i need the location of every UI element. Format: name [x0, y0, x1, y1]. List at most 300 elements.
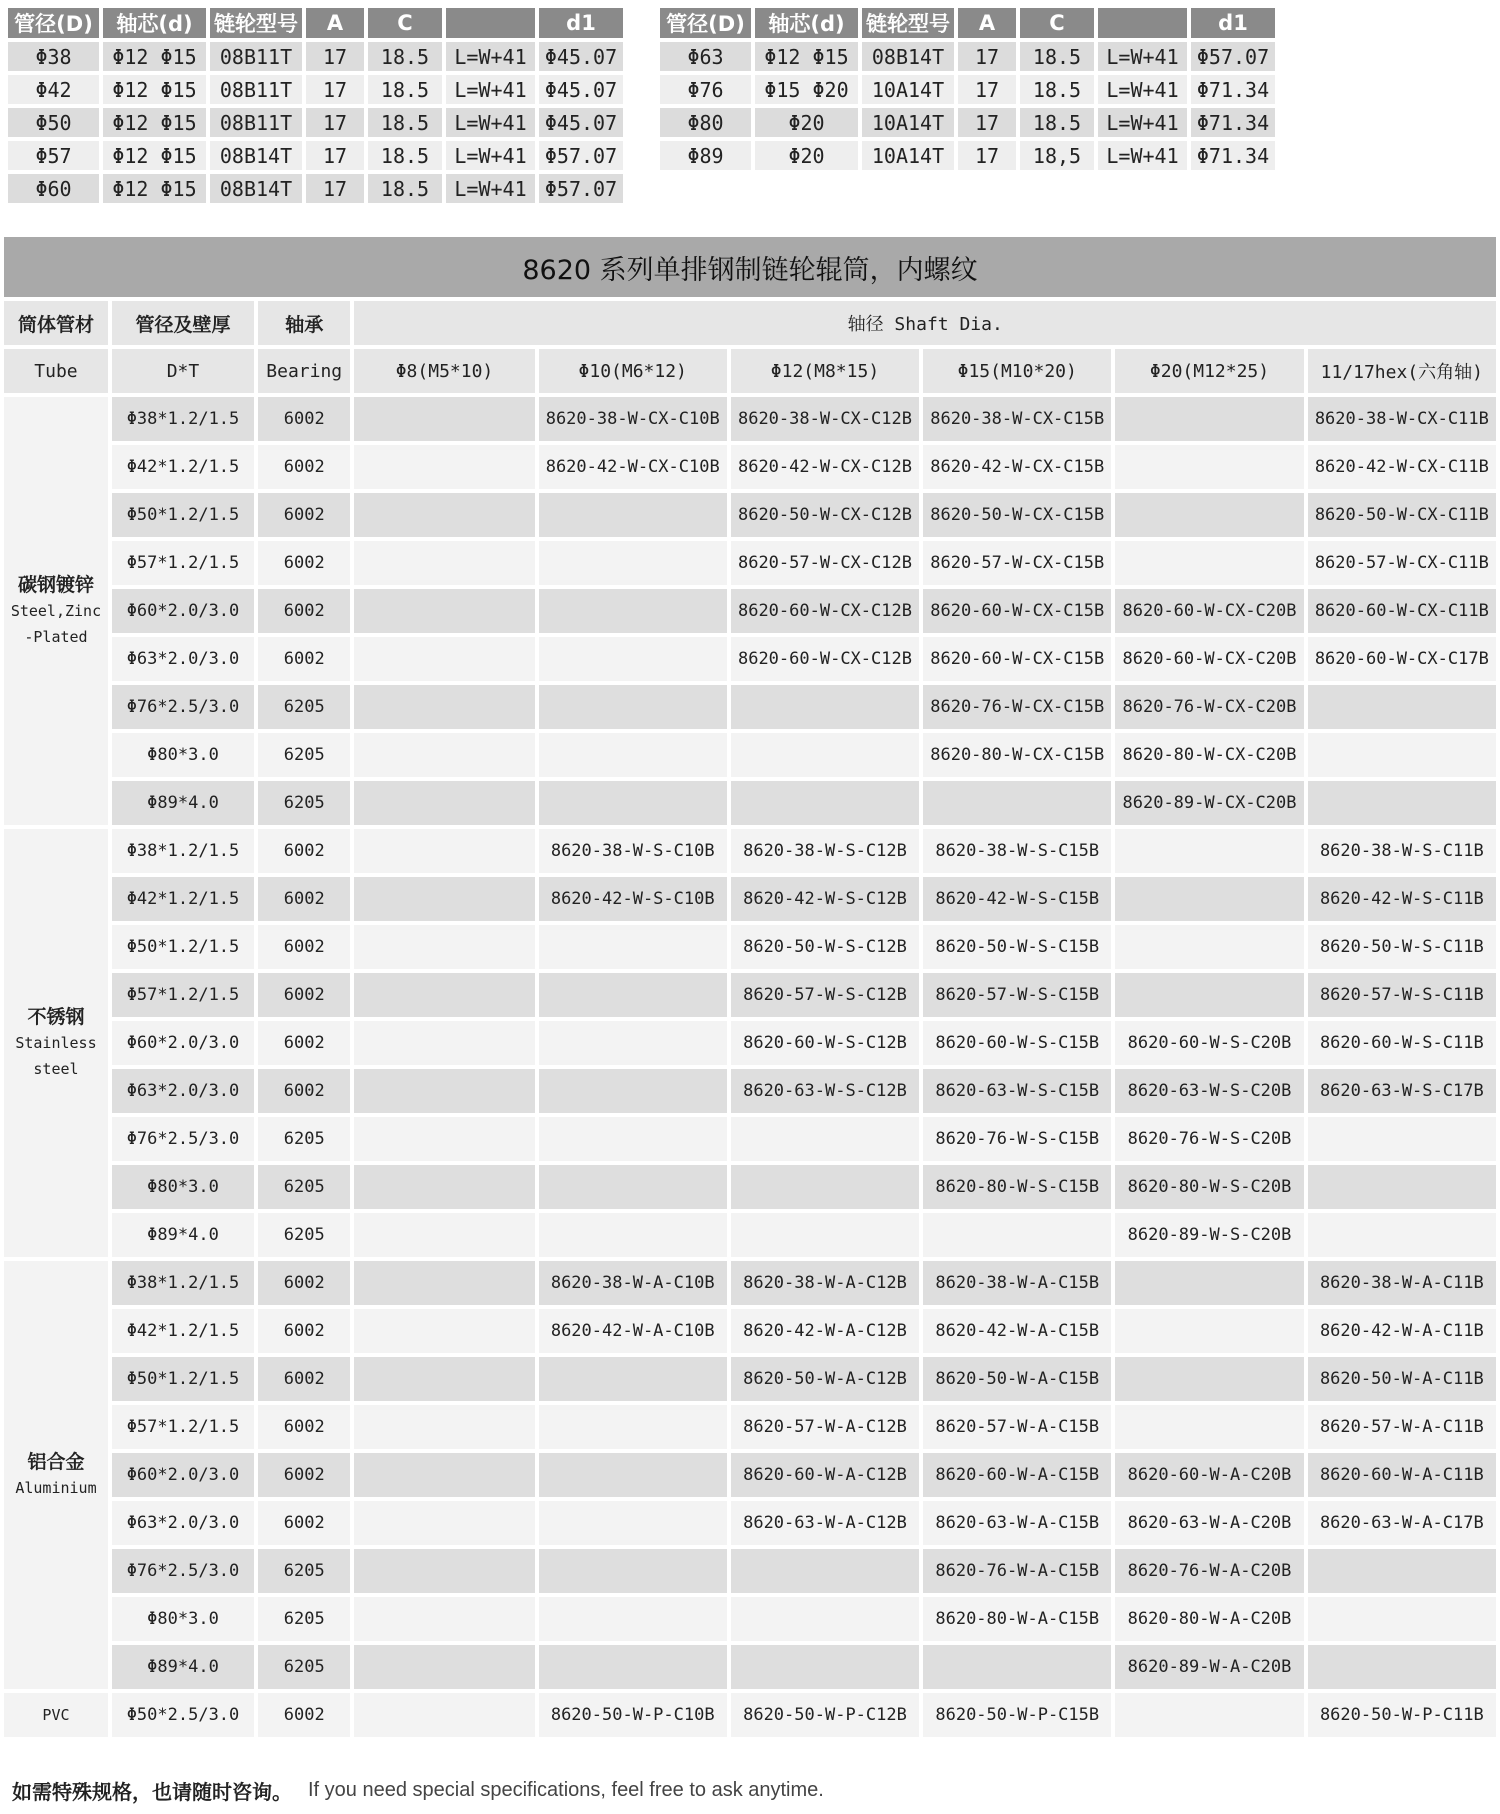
model-code-cell: 8620-80-W-CX-C20B [1115, 733, 1303, 777]
top-header-cell: C [368, 8, 442, 38]
model-code-cell: 8620-89-W-A-C20B [1115, 1645, 1303, 1689]
bearing-cell: 6002 [258, 397, 350, 441]
model-code-cell: 8620-57-W-A-C12B [731, 1405, 919, 1449]
model-code-cell [731, 685, 919, 729]
model-code-cell [354, 1645, 534, 1689]
model-code-cell: 8620-38-W-S-C15B [923, 829, 1111, 873]
top-table-cell: Φ80 [660, 108, 751, 137]
bearing-cell: 6002 [258, 1405, 350, 1449]
top-table-cell: 08B14T [862, 42, 954, 71]
top-table-cell: Φ20 [755, 108, 858, 137]
model-code-cell [731, 1597, 919, 1641]
model-code-cell [539, 925, 727, 969]
model-code-cell [1308, 781, 1496, 825]
bearing-cell: 6205 [258, 733, 350, 777]
model-code-cell: 8620-57-W-CX-C12B [731, 541, 919, 585]
model-code-cell [1308, 1549, 1496, 1593]
table-row [4, 1549, 1496, 1593]
model-code-cell: 8620-42-W-A-C12B [731, 1309, 919, 1353]
table-row [4, 493, 1496, 537]
model-code-cell: 8620-42-W-A-C10B [539, 1309, 727, 1353]
material-name-zh: 碳钢镀锌 [17, 574, 94, 596]
top-header-cell: d1 [1191, 8, 1275, 38]
top-table-cell: 17 [958, 141, 1016, 170]
model-code-cell [354, 925, 534, 969]
bearing-cell: 6205 [258, 781, 350, 825]
model-code-cell [1308, 733, 1496, 777]
model-code-cell: 8620-38-W-A-C10B [539, 1261, 727, 1305]
header-material: 筒体管材 [4, 301, 108, 345]
bearing-cell: 6205 [258, 1117, 350, 1161]
model-code-cell [354, 1453, 534, 1497]
header-dxt: D*T [112, 349, 254, 393]
top-header-cell: 轴芯(d) [103, 8, 206, 38]
page-title: 8620 系列单排钢制链轮辊筒，内螺纹 [4, 237, 1496, 297]
top-table-cell: 18.5 [368, 174, 442, 203]
top-table-cell: Φ63 [660, 42, 751, 71]
bearing-cell: 6002 [258, 1069, 350, 1113]
model-code-cell: 8620-57-W-CX-C11B [1308, 541, 1496, 585]
model-code-cell [539, 1453, 727, 1497]
model-code-cell: 8620-60-W-CX-C15B [923, 589, 1111, 633]
header-shaft-size: Φ10(M6*12) [539, 349, 727, 393]
top-table-cell: 18.5 [368, 42, 442, 71]
dt-cell: Φ50*1.2/1.5 [112, 925, 254, 969]
dt-cell: Φ42*1.2/1.5 [112, 877, 254, 921]
top-table-cell: L=W+41 [1098, 108, 1187, 137]
top-table-cell: L=W+41 [446, 141, 535, 170]
model-code-cell [1115, 1261, 1303, 1305]
top-header-cell: 管径(D) [660, 8, 751, 38]
model-code-cell: 8620-57-W-S-C15B [923, 973, 1111, 1017]
dt-cell: Φ63*2.0/3.0 [112, 1501, 254, 1545]
bearing-cell: 6205 [258, 1213, 350, 1257]
top-left-table [4, 4, 627, 207]
model-code-cell: 8620-42-W-S-C12B [731, 877, 919, 921]
dt-cell: Φ60*2.0/3.0 [112, 589, 254, 633]
dt-cell: Φ80*3.0 [112, 733, 254, 777]
model-code-cell: 8620-60-W-S-C15B [923, 1021, 1111, 1065]
model-code-cell: 8620-42-W-CX-C11B [1308, 445, 1496, 489]
bearing-cell: 6205 [258, 1549, 350, 1593]
dt-cell: Φ38*1.2/1.5 [112, 397, 254, 441]
top-table-cell: 18.5 [368, 75, 442, 104]
model-code-cell: 8620-76-W-CX-C15B [923, 685, 1111, 729]
model-code-cell [539, 1549, 727, 1593]
top-table-row [8, 108, 623, 137]
model-code-cell: 8620-50-W-P-C12B [731, 1693, 919, 1737]
table-row [4, 1117, 1496, 1161]
model-code-cell: 8620-50-W-S-C15B [923, 925, 1111, 969]
top-header-row [660, 8, 1275, 38]
model-code-cell [539, 637, 727, 681]
table-row [4, 637, 1496, 681]
material-cell [4, 397, 108, 825]
bearing-cell: 6205 [258, 1645, 350, 1689]
model-code-cell [923, 1645, 1111, 1689]
model-code-cell: 8620-38-W-CX-C10B [539, 397, 727, 441]
model-code-cell [539, 1069, 727, 1113]
model-code-cell: 8620-42-W-A-C11B [1308, 1309, 1496, 1353]
model-code-cell [354, 781, 534, 825]
top-table-cell: Φ20 [755, 141, 858, 170]
material-name-en: Steel,Zinc [10, 602, 102, 620]
model-code-cell [354, 1309, 534, 1353]
top-table-cell: 08B11T [210, 75, 302, 104]
table-row [4, 1453, 1496, 1497]
top-table-cell: Φ57.07 [539, 141, 623, 170]
model-code-cell: 8620-60-W-CX-C20B [1115, 637, 1303, 681]
top-table-cell: Φ12 Φ15 [755, 42, 858, 71]
bearing-cell: 6002 [258, 1309, 350, 1353]
bearing-cell: 6002 [258, 1021, 350, 1065]
table-row [4, 829, 1496, 873]
model-code-cell [354, 493, 534, 537]
top-table-cell: 10A14T [862, 75, 954, 104]
header-shaft-size: Φ8(M5*10) [354, 349, 534, 393]
top-table-cell: Φ12 Φ15 [103, 141, 206, 170]
model-code-cell: 8620-60-W-A-C20B [1115, 1453, 1303, 1497]
model-code-cell: 8620-50-W-CX-C11B [1308, 493, 1496, 537]
top-table-cell: Φ12 Φ15 [103, 75, 206, 104]
header-shaft-size: Φ15(M10*20) [923, 349, 1111, 393]
model-code-cell: 8620-60-W-S-C12B [731, 1021, 919, 1065]
top-header-cell: 链轮型号 [210, 8, 302, 38]
top-table-cell: 17 [958, 75, 1016, 104]
top-table-cell: 10A14T [862, 141, 954, 170]
dt-cell: Φ50*1.2/1.5 [112, 1357, 254, 1401]
material-name-en-2: steel [33, 1060, 79, 1078]
top-table-cell: 18.5 [1020, 42, 1094, 71]
table-row [4, 781, 1496, 825]
model-code-cell: 8620-80-W-S-C20B [1115, 1165, 1303, 1209]
header-shaft-dia: 轴径 Shaft Dia. [354, 301, 1496, 345]
footer-note-zh: 如需特殊规格，也请随时咨询。 [12, 1779, 292, 1804]
bearing-cell: 6205 [258, 685, 350, 729]
material-cell [4, 1261, 108, 1689]
model-code-cell [354, 1117, 534, 1161]
top-table-row [660, 108, 1275, 137]
model-code-cell [539, 589, 727, 633]
material-name-zh: 不锈钢 [27, 1006, 85, 1028]
top-spec-tables [4, 4, 1496, 224]
top-table-cell: Φ60 [8, 174, 99, 203]
model-code-cell: 8620-38-W-S-C12B [731, 829, 919, 873]
table-row [4, 589, 1496, 633]
top-header-cell: 轴芯(d) [755, 8, 858, 38]
model-code-cell: 8620-42-W-CX-C15B [923, 445, 1111, 489]
model-code-cell [539, 1117, 727, 1161]
table-row [4, 541, 1496, 585]
dt-cell: Φ50*1.2/1.5 [112, 493, 254, 537]
model-code-cell [731, 733, 919, 777]
model-code-cell [354, 733, 534, 777]
model-code-cell [731, 1645, 919, 1689]
model-code-cell [1115, 445, 1303, 489]
dt-cell: Φ89*4.0 [112, 1213, 254, 1257]
model-code-cell [923, 781, 1111, 825]
top-table-cell: 17 [306, 174, 364, 203]
model-code-cell [1308, 1597, 1496, 1641]
model-code-cell: 8620-57-W-A-C11B [1308, 1405, 1496, 1449]
top-table-cell: Φ42 [8, 75, 99, 104]
top-header-cell: 管径(D) [8, 8, 99, 38]
dt-cell: Φ38*1.2/1.5 [112, 829, 254, 873]
table-row [4, 1501, 1496, 1545]
model-code-cell [539, 781, 727, 825]
model-code-cell [1308, 1117, 1496, 1161]
model-code-cell [1115, 397, 1303, 441]
bearing-cell: 6002 [258, 877, 350, 921]
model-code-cell [354, 685, 534, 729]
dt-cell: Φ63*2.0/3.0 [112, 637, 254, 681]
model-code-cell: 8620-63-W-S-C17B [1308, 1069, 1496, 1113]
model-code-cell: 8620-80-W-CX-C15B [923, 733, 1111, 777]
top-header-cell [1098, 8, 1187, 38]
table-row [4, 445, 1496, 489]
top-table-cell: Φ76 [660, 75, 751, 104]
top-table-cell: 18,5 [1020, 141, 1094, 170]
model-code-cell: 8620-80-W-S-C15B [923, 1165, 1111, 1209]
model-code-cell: 8620-42-W-A-C15B [923, 1309, 1111, 1353]
table-row [4, 1213, 1496, 1257]
model-code-cell: 8620-38-W-CX-C12B [731, 397, 919, 441]
table-row [4, 1261, 1496, 1305]
dt-cell: Φ76*2.5/3.0 [112, 1549, 254, 1593]
model-code-cell: 8620-50-W-A-C15B [923, 1357, 1111, 1401]
model-code-cell: 8620-57-W-S-C12B [731, 973, 919, 1017]
top-table-cell: Φ57.07 [1191, 42, 1275, 71]
model-code-cell: 8620-38-W-A-C11B [1308, 1261, 1496, 1305]
model-code-cell [539, 541, 727, 585]
model-code-cell: 8620-63-W-A-C17B [1308, 1501, 1496, 1545]
top-header-cell: C [1020, 8, 1094, 38]
bearing-cell: 6002 [258, 445, 350, 489]
model-code-cell [1308, 1213, 1496, 1257]
top-table-cell: 17 [958, 42, 1016, 71]
header-bearing: 轴承 [258, 301, 350, 345]
model-code-cell: 8620-60-W-CX-C20B [1115, 589, 1303, 633]
model-code-cell [731, 1165, 919, 1209]
model-code-cell [1115, 877, 1303, 921]
model-code-cell [539, 973, 727, 1017]
main-header-row-2 [4, 349, 1496, 393]
model-code-cell: 8620-42-W-S-C10B [539, 877, 727, 921]
top-table-row [8, 141, 623, 170]
model-code-cell [354, 541, 534, 585]
model-code-cell [1115, 1693, 1303, 1737]
model-code-cell [1115, 541, 1303, 585]
top-table-cell: 17 [306, 108, 364, 137]
sprocket-roller-table [0, 297, 1500, 1741]
model-code-cell [539, 1165, 727, 1209]
model-code-cell [539, 493, 727, 537]
model-code-cell [354, 973, 534, 1017]
top-table-cell: 08B14T [210, 174, 302, 203]
top-table-cell: Φ12 Φ15 [103, 42, 206, 71]
model-code-cell [539, 1357, 727, 1401]
material-name-en: PVC [42, 1706, 70, 1724]
material-name-en: Stainless [15, 1034, 97, 1052]
model-code-cell: 8620-38-W-A-C12B [731, 1261, 919, 1305]
bearing-cell: 6002 [258, 1453, 350, 1497]
dt-cell: Φ42*1.2/1.5 [112, 1309, 254, 1353]
table-row [4, 1165, 1496, 1209]
bearing-cell: 6002 [258, 1261, 350, 1305]
table-row [4, 1309, 1496, 1353]
model-code-cell [354, 829, 534, 873]
top-table-cell: Φ12 Φ15 [103, 174, 206, 203]
top-header-cell: d1 [539, 8, 623, 38]
model-code-cell: 8620-38-W-S-C11B [1308, 829, 1496, 873]
model-code-cell: 8620-63-W-S-C20B [1115, 1069, 1303, 1113]
material-cell [4, 1693, 108, 1737]
model-code-cell: 8620-42-W-CX-C10B [539, 445, 727, 489]
model-code-cell: 8620-50-W-A-C11B [1308, 1357, 1496, 1401]
model-code-cell: 8620-50-W-S-C11B [1308, 925, 1496, 969]
model-code-cell: 8620-60-W-CX-C12B [731, 637, 919, 681]
footer-note-en: If you need special specifications, feel free to ask anytime. [308, 1778, 824, 1801]
model-code-cell: 8620-63-W-S-C12B [731, 1069, 919, 1113]
model-code-cell: 8620-63-W-S-C15B [923, 1069, 1111, 1113]
top-table-cell: 08B11T [210, 42, 302, 71]
model-code-cell [1115, 493, 1303, 537]
model-code-cell: 8620-50-W-S-C12B [731, 925, 919, 969]
top-table-cell: Φ57.07 [539, 174, 623, 203]
model-code-cell: 8620-50-W-P-C11B [1308, 1693, 1496, 1737]
model-code-cell: 8620-38-W-A-C15B [923, 1261, 1111, 1305]
top-table-cell: Φ12 Φ15 [103, 108, 206, 137]
model-code-cell [1308, 1645, 1496, 1689]
dt-cell: Φ38*1.2/1.5 [112, 1261, 254, 1305]
table-row [4, 877, 1496, 921]
top-table-cell: 17 [958, 108, 1016, 137]
table-row [4, 1405, 1496, 1449]
table-row [4, 1357, 1496, 1401]
model-code-cell: 8620-76-W-S-C15B [923, 1117, 1111, 1161]
top-table-cell: Φ45.07 [539, 42, 623, 71]
model-code-cell [539, 1213, 727, 1257]
model-code-cell: 8620-50-W-P-C10B [539, 1693, 727, 1737]
model-code-cell: 8620-50-W-CX-C12B [731, 493, 919, 537]
dt-cell: Φ42*1.2/1.5 [112, 445, 254, 489]
top-table-cell: L=W+41 [446, 42, 535, 71]
top-table-cell: L=W+41 [446, 75, 535, 104]
material-name-en: Aluminium [15, 1479, 97, 1497]
model-code-cell: 8620-42-W-S-C11B [1308, 877, 1496, 921]
model-code-cell [731, 781, 919, 825]
model-code-cell [731, 1117, 919, 1161]
dt-cell: Φ57*1.2/1.5 [112, 1405, 254, 1449]
model-code-cell [1115, 973, 1303, 1017]
main-header-row-1 [4, 301, 1496, 345]
top-table-cell: Φ50 [8, 108, 99, 137]
top-table-cell: 18.5 [368, 141, 442, 170]
top-table-row [660, 75, 1275, 104]
model-code-cell [354, 1501, 534, 1545]
dt-cell: Φ80*3.0 [112, 1597, 254, 1641]
top-table-cell: 10A14T [862, 108, 954, 137]
top-table-cell: 17 [306, 141, 364, 170]
model-code-cell [354, 1165, 534, 1209]
model-code-cell: 8620-42-W-S-C15B [923, 877, 1111, 921]
model-code-cell: 8620-63-W-A-C20B [1115, 1501, 1303, 1545]
dt-cell: Φ80*3.0 [112, 1165, 254, 1209]
material-name-en-2: -Plated [24, 628, 88, 646]
model-code-cell: 8620-63-W-A-C12B [731, 1501, 919, 1545]
model-code-cell [1308, 685, 1496, 729]
header-shaft-size: 11/17hex(六角轴) [1308, 349, 1496, 393]
top-table-cell: 18.5 [1020, 75, 1094, 104]
model-code-cell [539, 1405, 727, 1449]
model-code-cell: 8620-89-W-CX-C20B [1115, 781, 1303, 825]
model-code-cell [731, 1213, 919, 1257]
model-code-cell: 8620-89-W-S-C20B [1115, 1213, 1303, 1257]
bearing-cell: 6002 [258, 1357, 350, 1401]
header-bearing-en: Bearing [258, 349, 350, 393]
top-table-cell: L=W+41 [446, 108, 535, 137]
model-code-cell [354, 1069, 534, 1113]
dt-cell: Φ63*2.0/3.0 [112, 1069, 254, 1113]
model-code-cell: 8620-60-W-CX-C12B [731, 589, 919, 633]
table-row [4, 1693, 1496, 1737]
dt-cell: Φ89*4.0 [112, 1645, 254, 1689]
dt-cell: Φ60*2.0/3.0 [112, 1021, 254, 1065]
model-code-cell: 8620-60-W-A-C15B [923, 1453, 1111, 1497]
top-header-cell: A [306, 8, 364, 38]
model-code-cell: 8620-63-W-A-C15B [923, 1501, 1111, 1545]
top-table-cell: Φ89 [660, 141, 751, 170]
model-code-cell: 8620-38-W-CX-C15B [923, 397, 1111, 441]
model-code-cell [1115, 925, 1303, 969]
model-code-cell: 8620-80-W-A-C20B [1115, 1597, 1303, 1641]
top-table-cell: Φ71.34 [1191, 141, 1275, 170]
top-table-cell: Φ57 [8, 141, 99, 170]
top-table-cell: Φ15 Φ20 [755, 75, 858, 104]
top-table-cell: 18.5 [368, 108, 442, 137]
model-code-cell [539, 1021, 727, 1065]
model-code-cell: 8620-60-W-A-C12B [731, 1453, 919, 1497]
table-row [4, 685, 1496, 729]
model-code-cell: 8620-76-W-S-C20B [1115, 1117, 1303, 1161]
model-code-cell: 8620-60-W-CX-C17B [1308, 637, 1496, 681]
model-code-cell [354, 1357, 534, 1401]
model-code-cell: 8620-80-W-A-C15B [923, 1597, 1111, 1641]
model-code-cell: 8620-76-W-A-C20B [1115, 1549, 1303, 1593]
top-table-row [8, 42, 623, 71]
model-code-cell: 8620-38-W-S-C10B [539, 829, 727, 873]
top-table-cell: Φ38 [8, 42, 99, 71]
dt-cell: Φ60*2.0/3.0 [112, 1453, 254, 1497]
table-row [4, 1597, 1496, 1641]
model-code-cell: 8620-60-W-CX-C15B [923, 637, 1111, 681]
footer-note [12, 1772, 824, 1808]
model-code-cell: 8620-60-W-S-C11B [1308, 1021, 1496, 1065]
model-code-cell [1115, 1357, 1303, 1401]
model-code-cell: 8620-57-W-A-C15B [923, 1405, 1111, 1449]
model-code-cell [1115, 829, 1303, 873]
top-table-row [8, 174, 623, 203]
top-table-cell: 08B14T [210, 141, 302, 170]
top-table-cell: 18.5 [1020, 108, 1094, 137]
top-table-cell: Φ45.07 [539, 108, 623, 137]
model-code-cell: 8620-76-W-A-C15B [923, 1549, 1111, 1593]
top-header-cell [446, 8, 535, 38]
model-code-cell [539, 685, 727, 729]
model-code-cell [1115, 1405, 1303, 1449]
top-header-cell: 链轮型号 [862, 8, 954, 38]
top-table-row [660, 42, 1275, 71]
